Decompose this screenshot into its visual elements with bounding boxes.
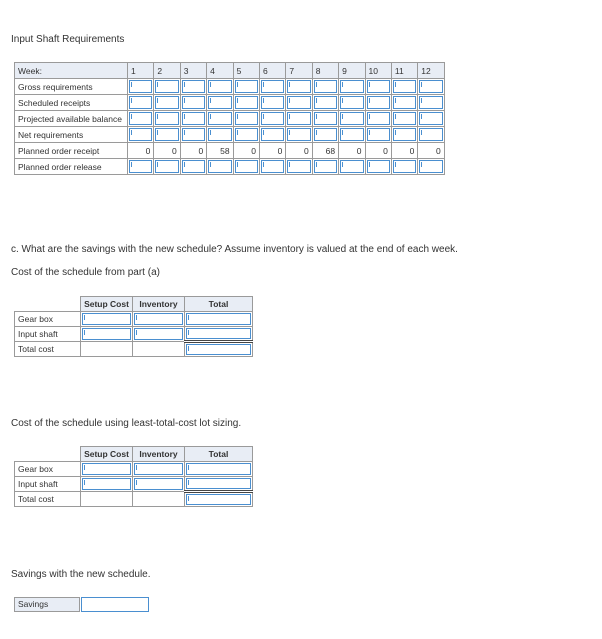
mrp-value: 0 bbox=[435, 145, 441, 156]
mrp-input[interactable] bbox=[340, 128, 363, 141]
mrp-input[interactable] bbox=[182, 128, 205, 141]
cost-b-table bbox=[14, 446, 253, 507]
mrp-input-cell bbox=[259, 127, 285, 143]
cost-input-cell bbox=[185, 312, 253, 327]
mrp-value: 0 bbox=[198, 145, 204, 156]
week-number: 2 bbox=[154, 63, 180, 79]
cost-input[interactable] bbox=[82, 313, 131, 325]
mrp-value: 0 bbox=[145, 145, 151, 156]
mrp-input-cell bbox=[339, 111, 365, 127]
week-number: 11 bbox=[391, 63, 417, 79]
cost-input[interactable] bbox=[134, 463, 183, 475]
savings-input[interactable] bbox=[81, 597, 149, 612]
cost-empty-cell bbox=[81, 342, 133, 357]
mrp-input-cell bbox=[391, 159, 417, 175]
mrp-row bbox=[15, 127, 445, 143]
mrp-value-cell bbox=[233, 143, 259, 159]
cost-input[interactable] bbox=[186, 328, 251, 339]
mrp-input-cell bbox=[154, 159, 180, 175]
mrp-input-cell bbox=[286, 111, 312, 127]
mrp-input[interactable] bbox=[367, 128, 390, 141]
week-number: 8 bbox=[312, 63, 338, 79]
mrp-input-cell bbox=[418, 159, 444, 175]
week-number: 3 bbox=[180, 63, 206, 79]
mrp-input[interactable] bbox=[393, 96, 416, 109]
mrp-table bbox=[14, 62, 445, 175]
mrp-value: 0 bbox=[172, 145, 177, 156]
cost-input-cell bbox=[185, 327, 253, 342]
mrp-input-cell bbox=[180, 159, 206, 175]
cost-input[interactable] bbox=[186, 463, 251, 475]
mrp-input[interactable] bbox=[393, 112, 416, 125]
mrp-input[interactable] bbox=[287, 96, 310, 109]
mrp-input[interactable] bbox=[314, 128, 337, 141]
mrp-input-cell bbox=[180, 79, 206, 95]
mrp-input-cell bbox=[312, 95, 338, 111]
mrp-input-cell bbox=[286, 159, 312, 175]
mrp-input[interactable] bbox=[235, 128, 258, 141]
mrp-input[interactable] bbox=[393, 128, 416, 141]
mrp-input[interactable] bbox=[314, 96, 337, 109]
mrp-input-cell bbox=[391, 127, 417, 143]
mrp-input[interactable] bbox=[182, 96, 205, 109]
mrp-input[interactable] bbox=[287, 80, 310, 93]
mrp-input-cell bbox=[154, 95, 180, 111]
mrp-row-label: Scheduled receipts bbox=[15, 95, 128, 111]
cost-input[interactable] bbox=[186, 494, 251, 505]
mrp-input[interactable] bbox=[367, 96, 390, 109]
cost-empty-cell bbox=[133, 492, 185, 507]
mrp-row-label: Net requirements bbox=[15, 127, 128, 143]
mrp-input[interactable] bbox=[129, 112, 152, 125]
cost-input[interactable] bbox=[134, 313, 183, 325]
mrp-input-cell bbox=[339, 95, 365, 111]
question-text: c. What are the savings with the new schedule? Assume inventory is valued at the end of each week. bbox=[11, 244, 458, 255]
mrp-input-cell bbox=[233, 79, 259, 95]
mrp-input-cell bbox=[418, 79, 444, 95]
mrp-input[interactable] bbox=[235, 112, 258, 125]
mrp-value-cell bbox=[312, 143, 338, 159]
mrp-input[interactable] bbox=[208, 112, 231, 125]
mrp-value: 0 bbox=[356, 145, 362, 156]
cost-input[interactable] bbox=[186, 344, 251, 355]
cost-input[interactable] bbox=[186, 478, 251, 489]
mrp-value: 0 bbox=[277, 145, 283, 156]
mrp-value-cell bbox=[365, 143, 391, 159]
mrp-input-cell bbox=[312, 79, 338, 95]
week-number: 9 bbox=[339, 63, 365, 79]
mrp-row-label: Planned order release bbox=[15, 159, 128, 175]
mrp-input-cell bbox=[312, 159, 338, 175]
mrp-input-cell bbox=[418, 127, 444, 143]
cost-empty-cell bbox=[81, 492, 133, 507]
mrp-value-cell bbox=[286, 143, 312, 159]
cost-column-header: Setup Cost bbox=[81, 297, 133, 312]
mrp-row bbox=[15, 159, 445, 175]
cost-a-caption: Cost of the schedule from part (a) bbox=[11, 267, 160, 278]
cost-a-table bbox=[14, 296, 253, 357]
mrp-value-cell bbox=[154, 143, 180, 159]
mrp-input[interactable] bbox=[287, 160, 310, 173]
mrp-input-cell bbox=[259, 79, 285, 95]
mrp-value-cell bbox=[128, 143, 154, 159]
mrp-value-cell bbox=[207, 143, 233, 159]
mrp-input[interactable] bbox=[393, 80, 416, 93]
cost-row bbox=[15, 342, 253, 357]
mrp-input[interactable] bbox=[182, 160, 205, 173]
mrp-input-cell bbox=[286, 79, 312, 95]
mrp-input[interactable] bbox=[129, 128, 152, 141]
mrp-input-cell bbox=[418, 111, 444, 127]
mrp-input[interactable] bbox=[208, 96, 231, 109]
week-header-label: Week: bbox=[15, 63, 128, 79]
mrp-input-cell bbox=[154, 79, 180, 95]
week-number: 6 bbox=[259, 63, 285, 79]
mrp-input[interactable] bbox=[393, 160, 416, 173]
mrp-input[interactable] bbox=[155, 128, 178, 141]
mrp-input-cell bbox=[312, 111, 338, 127]
mrp-input-cell bbox=[365, 111, 391, 127]
mrp-input-cell bbox=[365, 95, 391, 111]
cost-input-cell bbox=[81, 462, 133, 477]
mrp-input[interactable] bbox=[340, 160, 363, 173]
mrp-input-cell bbox=[207, 159, 233, 175]
mrp-value-cell bbox=[180, 143, 206, 159]
mrp-input[interactable] bbox=[419, 160, 442, 173]
mrp-value-cell bbox=[391, 143, 417, 159]
week-number: 12 bbox=[418, 63, 444, 79]
mrp-input[interactable] bbox=[261, 80, 284, 93]
week-number: 1 bbox=[128, 63, 154, 79]
mrp-value-cell bbox=[259, 143, 285, 159]
mrp-input-cell bbox=[339, 79, 365, 95]
mrp-row bbox=[15, 79, 445, 95]
mrp-input[interactable] bbox=[155, 160, 178, 173]
mrp-input[interactable] bbox=[235, 160, 258, 173]
mrp-input[interactable] bbox=[419, 80, 442, 93]
week-number: 10 bbox=[365, 63, 391, 79]
week-number: 7 bbox=[286, 63, 312, 79]
mrp-input[interactable] bbox=[155, 80, 178, 93]
cost-input-cell bbox=[81, 312, 133, 327]
mrp-input-cell bbox=[286, 95, 312, 111]
mrp-input[interactable] bbox=[129, 96, 152, 109]
cost-row-label: Total cost bbox=[15, 492, 81, 507]
mrp-input[interactable] bbox=[287, 112, 310, 125]
cost-empty-cell bbox=[133, 342, 185, 357]
mrp-input-cell bbox=[339, 127, 365, 143]
mrp-input-cell bbox=[180, 95, 206, 111]
mrp-input[interactable] bbox=[261, 128, 284, 141]
mrp-input[interactable] bbox=[367, 80, 390, 93]
mrp-input-cell bbox=[154, 127, 180, 143]
mrp-input[interactable] bbox=[208, 160, 231, 173]
mrp-input-cell bbox=[418, 95, 444, 111]
mrp-input[interactable] bbox=[261, 96, 284, 109]
mrp-input-cell bbox=[391, 111, 417, 127]
cost-input-cell bbox=[185, 342, 253, 357]
cost-input-cell bbox=[133, 327, 185, 342]
mrp-input-cell bbox=[128, 95, 154, 111]
mrp-value: 68 bbox=[325, 145, 336, 156]
mrp-input-cell bbox=[207, 127, 233, 143]
cost-row-label: Total cost bbox=[15, 342, 81, 357]
mrp-row bbox=[15, 95, 445, 111]
cost-input[interactable] bbox=[82, 478, 131, 490]
mrp-input-cell bbox=[233, 111, 259, 127]
mrp-input-cell bbox=[259, 159, 285, 175]
cost-input-cell bbox=[81, 477, 133, 492]
mrp-input[interactable] bbox=[155, 96, 178, 109]
mrp-input-cell bbox=[207, 95, 233, 111]
page-title: Input Shaft Requirements bbox=[11, 34, 125, 45]
cost-row-label: Gear box bbox=[15, 312, 81, 327]
mrp-value: 0 bbox=[251, 145, 256, 156]
mrp-input[interactable] bbox=[182, 80, 205, 93]
mrp-input-cell bbox=[207, 79, 233, 95]
mrp-input-cell bbox=[259, 95, 285, 111]
mrp-input-cell bbox=[391, 95, 417, 111]
mrp-input[interactable] bbox=[314, 160, 337, 173]
cost-row bbox=[15, 312, 253, 327]
mrp-input-cell bbox=[154, 111, 180, 127]
mrp-input-cell bbox=[286, 127, 312, 143]
mrp-input[interactable] bbox=[340, 80, 363, 93]
cost-input-cell bbox=[185, 462, 253, 477]
blank-header bbox=[15, 447, 81, 462]
mrp-row bbox=[15, 143, 445, 159]
mrp-input[interactable] bbox=[235, 80, 258, 93]
mrp-input[interactable] bbox=[314, 112, 337, 125]
cost-b-caption: Cost of the schedule using least-total-cost lot sizing. bbox=[11, 418, 242, 429]
cost-column-header: Inventory bbox=[133, 297, 185, 312]
mrp-input-cell bbox=[128, 159, 154, 175]
mrp-input-cell bbox=[365, 79, 391, 95]
mrp-value: 58 bbox=[220, 145, 230, 156]
mrp-input-cell bbox=[233, 95, 259, 111]
savings-label: Savings bbox=[14, 597, 80, 612]
mrp-input-cell bbox=[180, 127, 206, 143]
cost-row bbox=[15, 492, 253, 507]
mrp-input-cell bbox=[128, 127, 154, 143]
cost-row-label: Input shaft bbox=[15, 477, 81, 492]
cost-row bbox=[15, 327, 253, 342]
cost-row-label: Gear box bbox=[15, 462, 81, 477]
mrp-input-cell bbox=[207, 111, 233, 127]
mrp-input[interactable] bbox=[287, 128, 310, 141]
mrp-input-cell bbox=[391, 79, 417, 95]
cost-input[interactable] bbox=[82, 328, 131, 340]
mrp-input[interactable] bbox=[419, 112, 442, 125]
mrp-input[interactable] bbox=[261, 112, 284, 125]
mrp-input-cell bbox=[128, 79, 154, 95]
savings-caption: Savings with the new schedule. bbox=[11, 569, 151, 580]
mrp-row-label: Projected available balance bbox=[15, 111, 128, 127]
mrp-input[interactable] bbox=[367, 160, 390, 173]
mrp-input[interactable] bbox=[182, 112, 205, 125]
cost-input[interactable] bbox=[134, 328, 183, 340]
mrp-input-cell bbox=[312, 127, 338, 143]
cost-input-cell bbox=[185, 477, 253, 492]
mrp-row-label: Planned order receipt bbox=[15, 143, 128, 159]
cost-input-cell bbox=[81, 327, 133, 342]
cost-column-header: Total bbox=[185, 447, 253, 462]
mrp-input[interactable] bbox=[261, 160, 284, 173]
mrp-input-cell bbox=[180, 111, 206, 127]
cost-input-cell bbox=[133, 462, 185, 477]
mrp-input-cell bbox=[365, 159, 391, 175]
mrp-input[interactable] bbox=[367, 112, 390, 125]
week-number: 5 bbox=[233, 63, 259, 79]
mrp-input[interactable] bbox=[314, 80, 337, 93]
mrp-value: 0 bbox=[409, 145, 415, 156]
cost-row bbox=[15, 477, 253, 492]
cost-input[interactable] bbox=[134, 478, 183, 490]
mrp-row bbox=[15, 111, 445, 127]
cost-column-header: Total bbox=[185, 297, 253, 312]
mrp-input[interactable] bbox=[340, 96, 363, 109]
cost-column-header: Setup Cost bbox=[81, 447, 133, 462]
mrp-input-cell bbox=[259, 111, 285, 127]
mrp-value: 0 bbox=[304, 145, 309, 156]
mrp-value-cell bbox=[339, 143, 365, 159]
cost-input-cell bbox=[133, 312, 185, 327]
mrp-input[interactable] bbox=[129, 80, 152, 93]
cost-column-header: Inventory bbox=[133, 447, 185, 462]
cost-row-label: Input shaft bbox=[15, 327, 81, 342]
blank-header bbox=[15, 297, 81, 312]
mrp-value: 0 bbox=[383, 145, 388, 156]
mrp-value-cell bbox=[418, 143, 444, 159]
mrp-input[interactable] bbox=[419, 96, 442, 109]
mrp-input-cell bbox=[233, 159, 259, 175]
mrp-input-cell bbox=[128, 111, 154, 127]
cost-input[interactable] bbox=[186, 313, 251, 325]
mrp-input[interactable] bbox=[419, 128, 442, 141]
mrp-input-cell bbox=[233, 127, 259, 143]
cost-row bbox=[15, 462, 253, 477]
mrp-row-label: Gross requirements bbox=[15, 79, 128, 95]
mrp-input[interactable] bbox=[129, 160, 152, 173]
mrp-input-cell bbox=[365, 127, 391, 143]
mrp-input[interactable] bbox=[208, 128, 231, 141]
cost-input[interactable] bbox=[82, 463, 131, 475]
cost-input-cell bbox=[185, 492, 253, 507]
mrp-input[interactable] bbox=[155, 112, 178, 125]
week-number: 4 bbox=[207, 63, 233, 79]
mrp-input[interactable] bbox=[235, 96, 258, 109]
mrp-input-cell bbox=[339, 159, 365, 175]
mrp-input[interactable] bbox=[340, 112, 363, 125]
mrp-input[interactable] bbox=[208, 80, 231, 93]
cost-input-cell bbox=[133, 477, 185, 492]
